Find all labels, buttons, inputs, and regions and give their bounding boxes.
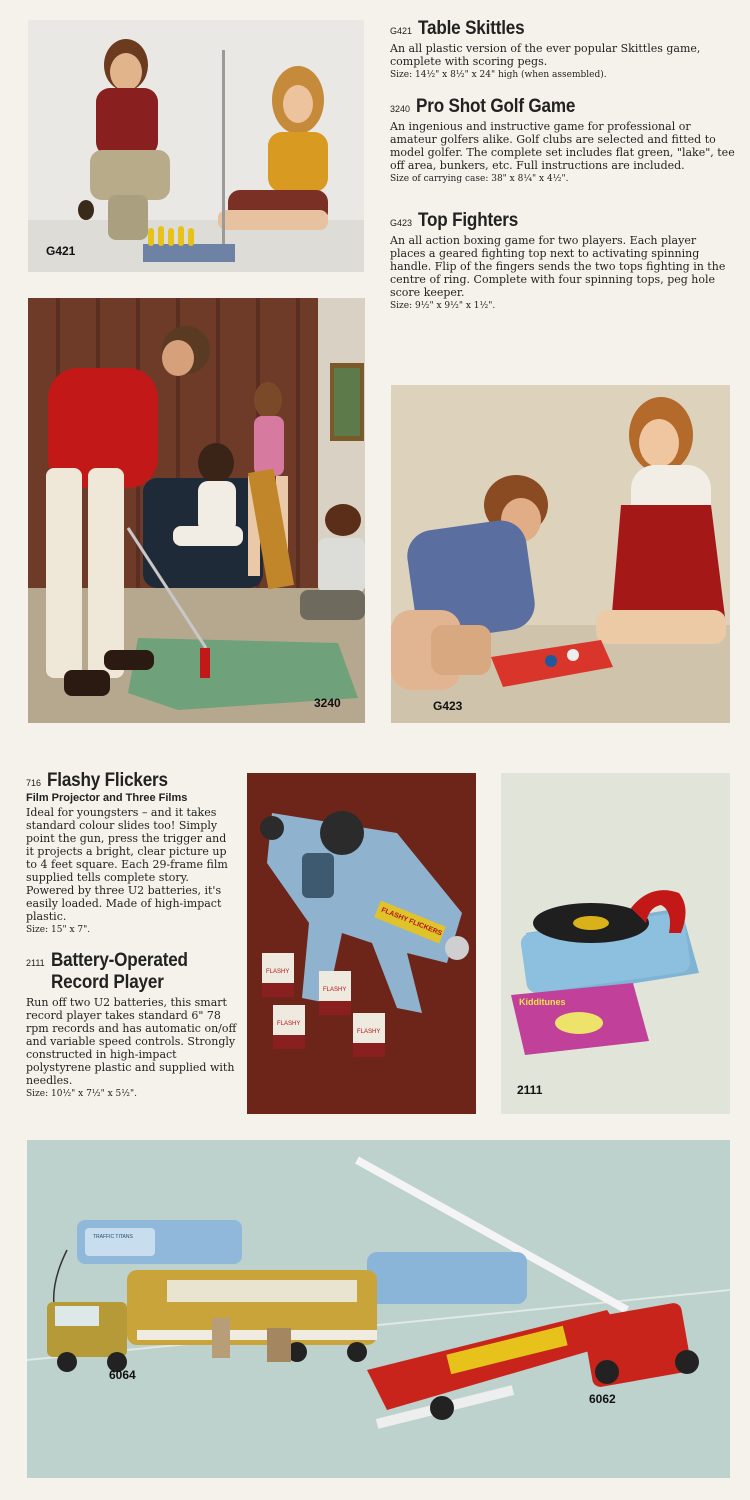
product-name: Top Fighters bbox=[418, 210, 519, 231]
product-code: 3240 bbox=[390, 104, 411, 114]
photo-label-g423: G423 bbox=[433, 699, 463, 713]
product-name: Table Skittles bbox=[418, 18, 525, 39]
photo-top-fighters bbox=[391, 385, 730, 723]
photo-label-g421: G421 bbox=[46, 244, 76, 258]
product-description: An all plastic version of the ever popular Skittles game, complete with scoring pegs. bbox=[390, 42, 701, 68]
photo-label-6062: 6062 bbox=[589, 1392, 616, 1406]
product-size: Size: 14½" x 8½" x 24" high (when assembled). bbox=[390, 70, 607, 80]
product-top-fighters bbox=[390, 210, 735, 312]
product-description: Run off two U2 batteries, this smart record player takes standard 6" 78 rpm records and has automatic on/off and variable speed controls. Strongly constructed in high-impact polystyrene plastic and supplied with needles. bbox=[26, 996, 237, 1087]
product-name: Battery-Operated Record Player bbox=[50, 950, 188, 993]
photo-label-3240: 3240 bbox=[314, 696, 341, 710]
product-size: Size: 10½" x 7½" x 5½". bbox=[26, 1089, 137, 1099]
product-pro-shot-golf bbox=[390, 96, 735, 185]
product-description: Ideal for youngsters – and it takes standard colour slides too! Simply point the gun, press the trigger and it projects a bright, clear picture up to 4 feet square. Each 29-frame film supplied tells complete story. Powered by three U2 batteries, it's easily loaded. Made of high-impact plastic. bbox=[26, 806, 228, 923]
product-subtitle: Film Projector and Three Films bbox=[26, 792, 188, 804]
film-box bbox=[262, 953, 294, 997]
film-box-label: FLASHY bbox=[277, 1021, 301, 1027]
product-description: An all action boxing game for two players. Each player places a geared fighting top next to activating spinning handle. Flip of the fingers sends the two tops fighting in the centre of ring. Complete with four spinning tops, peg hole score keeper. bbox=[390, 234, 726, 299]
remote-label: TRAFFIC TITANS bbox=[93, 1234, 133, 1240]
product-name: Pro Shot Golf Game bbox=[416, 96, 576, 117]
film-box-label: FLASHY bbox=[266, 969, 290, 975]
photo-table-skittles bbox=[28, 20, 364, 272]
gun-label: FLASHY FLICKERS bbox=[380, 906, 443, 938]
photo-record-player bbox=[501, 773, 730, 1114]
film-box-label: FLASHY bbox=[357, 1029, 381, 1035]
product-code: 716 bbox=[26, 778, 42, 788]
product-code: G423 bbox=[390, 218, 413, 228]
product-code: 2111 bbox=[26, 958, 45, 968]
product-size: Size: 9½" x 9½" x 1½". bbox=[390, 301, 496, 311]
photo-trucks bbox=[27, 1140, 730, 1478]
photo-flashy-flickers bbox=[247, 773, 476, 1114]
product-table-skittles bbox=[390, 18, 735, 81]
photo-label-6064: 6064 bbox=[109, 1368, 136, 1382]
product-code: G421 bbox=[390, 26, 413, 36]
film-box-label: FLASHY bbox=[323, 987, 347, 993]
product-record-player bbox=[26, 950, 241, 1100]
product-size: Size of carrying case: 38" x 8¼" x 4½". bbox=[390, 174, 569, 184]
record-sleeve-label: Kidditunes bbox=[519, 997, 566, 1007]
product-size: Size: 15" x 7". bbox=[26, 925, 91, 935]
photo-label-2111: 2111 bbox=[517, 1083, 543, 1097]
product-flashy-flickers bbox=[26, 770, 236, 936]
product-name: Flashy Flickers bbox=[47, 770, 168, 791]
product-description: An ingenious and instructive game for professional or amateur golfers alike. Golf clubs are selected and fitted to model golfer. The complete set includes flat green, "lake", tee off area, bunkers, etc. Full instructions are included. bbox=[390, 120, 735, 172]
photo-pro-shot-golf bbox=[28, 298, 365, 723]
